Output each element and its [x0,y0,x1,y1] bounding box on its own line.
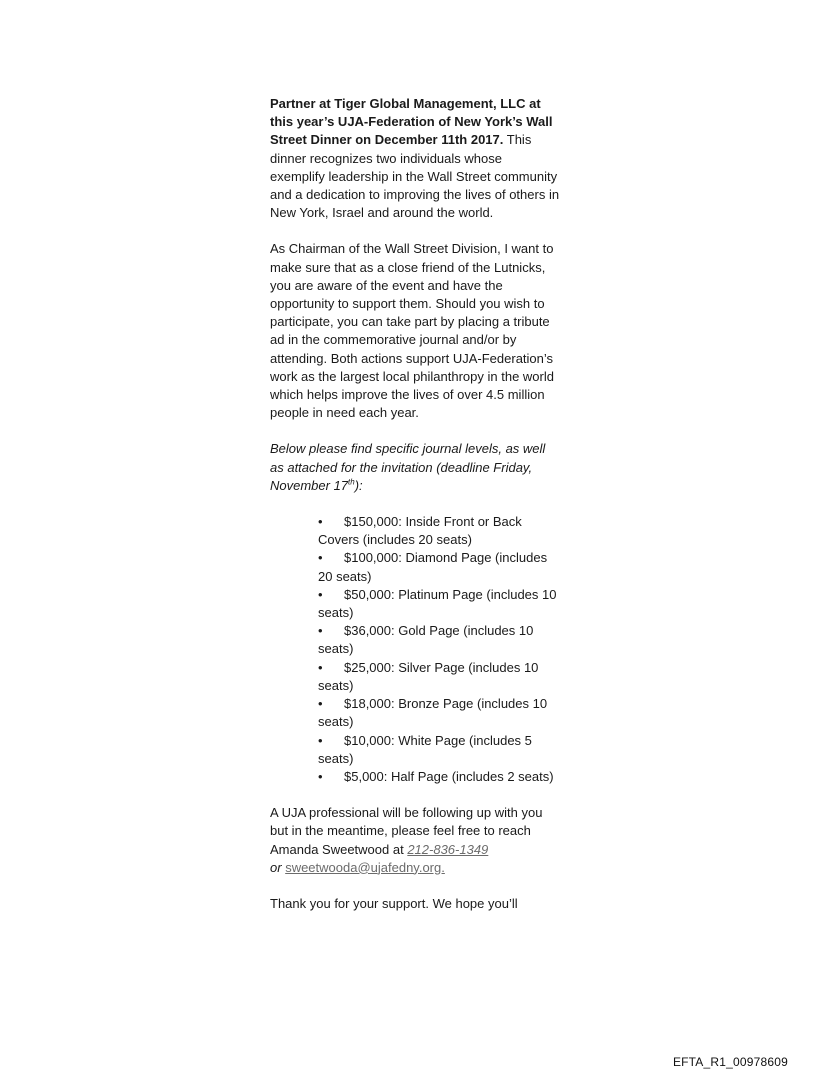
list-item [318,513,558,549]
bullet-icon: • [318,732,323,748]
bullet-icon: • [318,659,323,675]
letter-body [270,95,560,931]
journal-levels-list [318,513,558,786]
journal-levels-intro [270,440,560,495]
paragraph-followup [270,804,560,877]
level-text: $50,000: Platinum Page (includes 10 seats) [318,586,557,621]
document-id: EFTA_R1_00978609 [672,1055,788,1069]
phone-link[interactable]: 212-836-1349 [407,841,489,857]
journal-intro-suffix: ): [354,477,363,493]
level-text: $36,000: Gold Page (includes 10 seats) [318,623,534,657]
event-announcement-bold: Partner at Tiger Global Management, LLC at this year’s UJA-Federation of New York’s Wall Street Dinner on December 11th 2017. [270,96,553,148]
paragraph-closing: Thank you for your support. We hope you’ll [270,895,518,911]
email-link[interactable]: sweetwooda@ujafedny.org. [285,859,445,875]
list-item [318,586,558,622]
or-word: or [270,859,282,875]
list-item [318,768,558,786]
level-text: $10,000: White Page (includes 5 seats) [318,732,532,766]
level-text: $150,000: Inside Front or Back Covers (includes 20 seats) [318,514,522,548]
paragraph-event-announcement [270,95,560,222]
list-item [318,659,558,695]
list-item [318,622,558,658]
followup-text: A UJA professional will be following up with you but in the meantime, please feel free to reach Amanda Sweetwood at [270,805,543,857]
bullet-icon: • [318,586,323,602]
list-item [318,695,558,731]
level-text: $5,000: Half Page (includes 2 seats) [344,768,554,784]
journal-intro-text: Below please find specific journal levels, as well as attached for the invitation (deadline Friday, November 17 [270,441,546,493]
bullet-icon: • [318,768,323,784]
event-description: This dinner recognizes two individuals whose exemplify leadership in the Wall Street community and a dedication to improving the lives of others in New York, Israel and around the world. [270,132,560,221]
journal-intro-superscript: th [348,477,355,487]
bullet-icon: • [318,514,323,530]
bullet-icon: • [318,696,323,712]
list-item [318,732,558,768]
level-text: $18,000: Bronze Page (includes 10 seats) [318,696,548,730]
paragraph-chairman-request: As Chairman of the Wall Street Division, I want to make sure that as a close friend of the Lutnicks, you are aware of the event and have the opportunity to support them. Should you wish to participate, you can take part by placing a tribute ad in the commemorative journal and/or by attending. Both actions support UJA-Federation’s work as the largest local philanthropy in the world which helps improve the lives of over 4.5 million people in need each year. [270,241,554,421]
level-text: $100,000: Diamond Page (includes 20 seats) [318,550,548,584]
bullet-icon: • [318,623,323,639]
level-text: $25,000: Silver Page (includes 10 seats) [318,659,539,693]
list-item [318,549,558,585]
bullet-icon: • [318,550,323,566]
